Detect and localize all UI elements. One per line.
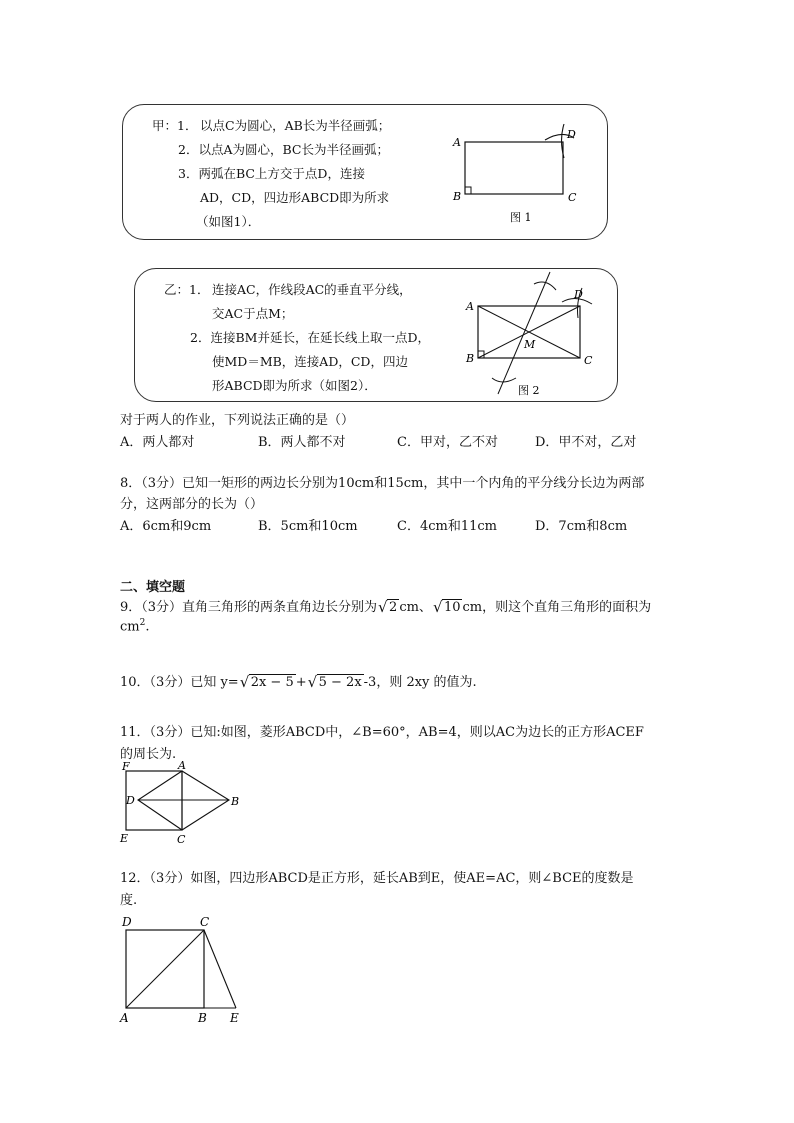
q12-segment-ce: [204, 930, 236, 1008]
fig1-rectangle: [465, 142, 563, 194]
fig2-label-a: A: [466, 300, 474, 313]
q8-line1: 8．（3分）已知一矩形的两边长分别为10cm和15cm，其中一个内角的平分线分长边为两部: [120, 476, 645, 491]
q9-pre: 9．（3分）直角三角形的两条直角边长分别为: [120, 600, 378, 615]
q12-label-b: B: [198, 1011, 207, 1025]
fig1-caption: 图 1: [510, 211, 532, 224]
q7-option-c: C．甲对，乙不对: [397, 435, 498, 450]
fig2-label-d: D: [574, 288, 583, 301]
q7-question: 对于两人的作业，下列说法正确的是（）: [120, 413, 355, 428]
figure-1: [440, 120, 590, 230]
fig2-perpendicular-bisector: [498, 272, 550, 394]
yi-step1b: 交AC于点M；: [212, 306, 294, 321]
q10-plus: +: [295, 675, 307, 690]
q8-option-b: B．5cm和10cm: [258, 519, 358, 534]
jia-step3c: （如图1）．: [196, 214, 261, 229]
q12-line1: 12．（3分）如图，四边形ABCD是正方形，延长AB到E，使AE=AC，则∠BCE的度数是: [120, 871, 634, 886]
q8-option-a: A．6cm和9cm: [120, 519, 212, 534]
q8-option-c: C．4cm和11cm: [397, 519, 497, 534]
q12-label-c: C: [200, 915, 210, 929]
q8-option-d: D．7cm和8cm: [535, 519, 628, 534]
jia-step1: 以点C为圆心，AB长为半径画弧；: [200, 118, 391, 133]
q9-sqrt-1: √ 2: [378, 598, 398, 616]
q9-radicand-1: 2: [389, 600, 398, 615]
fig1-label-b: B: [453, 190, 462, 203]
q8-line2: 分，这两部分的长为（）: [120, 497, 264, 512]
q7-option-d: D．甲不对，乙对: [535, 435, 637, 450]
fig1-label-c: C: [568, 191, 577, 204]
jia-step2: 2．以点A为圆心，BC长为半径画弧；: [178, 142, 389, 157]
q11-line2: 的周长为.: [120, 747, 177, 762]
jia-lead: 甲：1．: [152, 118, 198, 133]
fig1-right-angle-mark: [465, 187, 471, 194]
q12-label-a: A: [120, 1011, 129, 1025]
q9-line1: [120, 596, 651, 615]
q9-sqrt-2: √ 10: [432, 598, 461, 616]
q9-end: .: [145, 619, 150, 635]
q10-radicand-2: 5 − 2x: [318, 675, 362, 690]
q12-line2: 度.: [120, 893, 138, 908]
q11-label-e: E: [120, 832, 129, 845]
q10-post: -3，则 2xy 的值为.: [363, 675, 477, 690]
q10-radicand-1: 2x − 5: [250, 675, 294, 690]
fig2-label-b: B: [466, 352, 475, 365]
q9-unit-cm: cm: [120, 619, 140, 635]
q7-option-a: A．两人都对: [120, 435, 195, 450]
q9-unit-1: cm、: [399, 600, 432, 615]
yi-step2b: 使MD＝MB，连接AD，CD，四边: [212, 354, 408, 369]
yi-step2c: 形ABCD即为所求（如图2）．: [212, 378, 377, 393]
yi-lead: 乙：1．: [164, 282, 210, 297]
q12-diagonal-ac: [126, 930, 204, 1008]
figure-2: [458, 270, 608, 400]
q12-label-d: D: [122, 915, 132, 929]
q10-pre: 10．（3分）已知 y=: [120, 675, 239, 690]
section-title: 二、填空题: [120, 580, 186, 595]
fig2-caption: 图 2: [518, 384, 540, 397]
q11-label-f: F: [122, 760, 130, 773]
q7-option-b: B．两人都不对: [258, 435, 346, 450]
q9-line2: [120, 618, 149, 634]
q11-label-b: B: [231, 795, 240, 808]
yi-step1a: 连接AC，作线段AC的垂直平分线，: [212, 282, 412, 297]
q10-sqrt-2: √ 5 − 2x: [307, 673, 362, 691]
q9-post: cm，则这个直角三角形的面积为: [462, 600, 652, 615]
figure-q11: [116, 758, 246, 848]
q11-label-a: A: [178, 759, 186, 772]
q11-label-c: C: [177, 833, 186, 846]
q12-label-e: E: [230, 1011, 239, 1025]
yi-step2a: 2．连接BM并延长，在延长线上取一点D，: [190, 330, 430, 345]
fig2-label-c: C: [584, 354, 593, 367]
q10-line: [120, 671, 477, 690]
q9-radicand-2: 10: [443, 600, 461, 615]
fig1-label-a: A: [453, 136, 461, 149]
jia-step3a: 3．两弧在BC上方交于点D，连接: [178, 166, 365, 181]
jia-step3b: AD，CD，四边形ABCD即为所求: [200, 190, 390, 205]
q10-sqrt-1: √ 2x − 5: [239, 673, 294, 691]
figure-q12: [116, 910, 256, 1030]
fig2-label-m: M: [524, 338, 536, 351]
fig1-label-d: D: [567, 128, 576, 141]
q9-sup: 2: [139, 618, 146, 628]
q11-line1: 11．（3分）已知:如图，菱形ABCD中，∠B=60°，AB=4，则以AC为边长的正方形ACEF: [120, 725, 644, 740]
fig1-arc-2: [562, 124, 565, 158]
q11-label-d: D: [126, 794, 135, 807]
